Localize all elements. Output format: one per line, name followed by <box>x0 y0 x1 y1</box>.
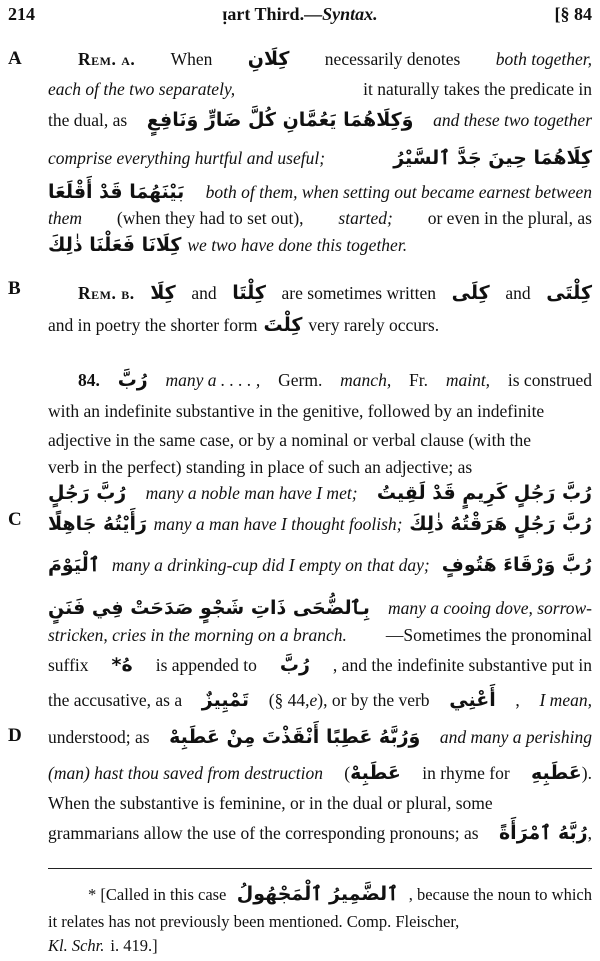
rem-a-line-6 <box>48 203 592 233</box>
text-span: comprise everything hurtful and useful; <box>48 148 326 168</box>
text-span: , <box>587 823 592 843</box>
part-title: ᴉart Third. <box>222 4 305 24</box>
arabic-text: كِلَاهُمَا حِينَ جَدَّ ٱلسَّيْرُ <box>393 147 592 169</box>
subject-title: Syntax. <box>322 4 378 24</box>
text-span: manch, <box>340 370 392 390</box>
arabic-text: عَطَبِهِ <box>531 762 582 784</box>
text-span: When <box>170 49 213 69</box>
text-span: the accusative, as a <box>48 690 183 710</box>
text-span: I mean, <box>539 690 592 710</box>
footnote-rule <box>48 868 592 869</box>
page-number: 214 <box>8 4 35 24</box>
running-header <box>8 4 592 28</box>
text-span: many a drinking-cup did I empty on that day; <box>111 555 430 575</box>
arabic-text: كِلَى <box>451 282 490 304</box>
text-span: Fr. <box>409 370 428 390</box>
rem-a-line-2 <box>48 74 592 104</box>
text-span: is appended to <box>155 655 257 675</box>
rem-a-line-7 <box>48 230 592 260</box>
text-span: suffix <box>48 655 89 675</box>
rem-b-line-2 <box>48 310 592 340</box>
text-span: both together, <box>495 49 592 69</box>
sec84-line-15 <box>48 818 592 848</box>
arabic-text: كِلْتَ <box>263 314 303 336</box>
arabic-text: وَكِلَاهُمَا يَعُمَّانِ كُلَّ ضَارٍّ وَنَافِعٍ <box>146 109 414 131</box>
sec84-line-11 <box>48 685 592 715</box>
text-span: we two have done this together. <box>187 235 408 255</box>
arabic-text: أَعْنِي <box>449 689 496 711</box>
text-span: is construed <box>507 370 592 390</box>
text-span: —Sometimes the pronominal <box>385 625 592 645</box>
sec84-line-5 <box>48 478 592 508</box>
text-span: understood; as <box>48 727 150 747</box>
text-span: and many a perishing <box>439 727 592 747</box>
title-dash: — <box>304 4 323 24</box>
section-reference: [§ 84 <box>554 4 592 24</box>
sec84-line-8 <box>48 593 592 623</box>
sec84-line-7 <box>48 550 592 580</box>
text-span: with an indefinite substantive in the genitive, followed by an indefinite <box>48 401 545 421</box>
text-span: it naturally takes the predicate in <box>363 79 592 99</box>
text-span: or even in the plural, as <box>427 208 592 228</box>
arabic-text: رُبَّ رَجُلٍ <box>48 482 127 504</box>
text-span: started; <box>338 208 393 228</box>
section-number: 84. <box>78 370 100 390</box>
arabic-text: رُبَّ <box>117 369 148 391</box>
arabic-text: كِلْتَى <box>546 282 592 304</box>
arabic-text: تَمْيِيزٌ <box>201 689 249 711</box>
text-span: are sometimes written <box>281 283 437 303</box>
sec84-line-9 <box>48 620 592 650</box>
text-span: and these two together <box>433 110 592 130</box>
sec84-line-14 <box>48 788 592 818</box>
text-span: * [Called in this case <box>88 885 227 904</box>
footnote-line-1 <box>88 880 592 909</box>
arabic-text: رُبَّ وَرْقَاءَ هَتُوفٍ <box>441 554 592 576</box>
arabic-text: رُبَّ رَجُلٍ هَرَقْتُهُ ذٰلِكَ <box>409 513 592 535</box>
text-span: in rhyme for <box>422 763 510 783</box>
arabic-text: عَطَبِهْ <box>350 762 401 784</box>
text-span: ( <box>344 763 351 783</box>
text-span: both of them, when setting out became earnest between <box>205 182 592 202</box>
text-span: , and the indefinite substantive put in <box>332 655 592 675</box>
arabic-text: رُبَّ رَجُلٍ كَرِيمٍ قَدْ لَقِيتُ <box>376 482 592 504</box>
text-span: Kl. Schr. <box>48 936 105 955</box>
text-span: (when they had to set out), <box>116 208 304 228</box>
text-span: and <box>505 283 531 303</box>
text-span: and in poetry the shorter form <box>48 315 258 335</box>
sec84-line-6 <box>48 509 592 539</box>
text-span: many a noble man have I met; <box>145 483 358 503</box>
text-span: adjective in the same case, or by a nominal or verbal clause (with the <box>48 430 532 450</box>
margin-letter-a: A <box>8 48 22 69</box>
rem-a-line-1 <box>78 44 592 74</box>
arabic-text: ٱلضَّمِيرُ ٱلْمَجْهُولُ <box>236 883 399 905</box>
arabic-text: كِلَا <box>150 282 176 304</box>
text-span: necessarily denotes <box>324 49 461 69</box>
rem-a-line-3 <box>48 105 592 135</box>
margin-letter-c: C <box>8 509 22 530</box>
text-span: ). <box>581 763 592 783</box>
sec84-line-3 <box>48 425 592 455</box>
rem-b-label: Rem. b. <box>78 283 135 303</box>
rem-b-line-1 <box>78 278 592 308</box>
text-span: each of the two separately, <box>48 79 236 99</box>
text-span: , because the noun to which <box>408 885 592 904</box>
text-span: grammarians allow the use of the corresponding pronouns; as <box>48 823 479 843</box>
arabic-text: بِٱلضُّحَى ذَاتِ شَجْوٍ صَدَحَتْ فِي فَنَنٍ <box>48 597 370 619</box>
text-span: Germ. <box>278 370 323 390</box>
text-span: it relates has not previously been mentioned. Comp. Fleischer, <box>48 912 460 931</box>
text-span: ), or by the verb <box>317 690 430 710</box>
margin-letter-b: B <box>8 278 21 299</box>
sec84-line-13 <box>48 758 592 788</box>
text-span: maint, <box>445 370 491 390</box>
arabic-text: كِلَانِ <box>247 48 290 70</box>
rem-a-label: Rem. a. <box>78 49 136 69</box>
arabic-text: رُبَّهُ ٱمْرَأَةً <box>498 822 588 844</box>
text-span: (§ 44, <box>268 690 310 710</box>
text-span: many a man have I thought foolish; <box>153 514 403 534</box>
text-span: the dual, as <box>48 110 128 130</box>
text-span: e <box>309 690 318 710</box>
text-span: many a cooing dove, sorrow- <box>388 598 592 618</box>
margin-letter-d: D <box>8 725 22 746</box>
arabic-text: وَرُبَّهُ عَطِبًا أَنْقَذْتَ مِنْ عَطَبِهْ <box>169 726 421 748</box>
rem-a-line-4 <box>48 143 592 173</box>
arabic-text: رُبَّ <box>279 654 310 676</box>
arabic-text: كِلْتَا <box>232 282 266 304</box>
sec84-line-1 <box>78 365 592 395</box>
text-span: verb in the perfect) standing in place of such an adjective; as <box>48 457 473 477</box>
text-span: , <box>515 690 520 710</box>
text-span: i. 419.] <box>110 936 158 955</box>
arabic-text: بَيْنَهُمَا قَدْ أَقْلَعَا <box>48 181 185 203</box>
text-span: very rarely occurs. <box>308 315 440 335</box>
arabic-text: رَأَيْتُهُ جَاهِلًا <box>48 513 147 535</box>
sec84-line-2 <box>48 396 592 426</box>
running-title <box>8 4 592 25</box>
sec84-line-10 <box>48 650 592 680</box>
text-span: and <box>191 283 217 303</box>
arabic-text: كِلَانَا فَعَلْنَا ذٰلِكَ <box>48 234 182 256</box>
text-span: stricken, cries in the morning on a branch. <box>48 625 347 645</box>
arabic-text: ٱلْيَوْمَ <box>48 554 100 576</box>
text-span: many a . . . . , <box>165 370 261 390</box>
text-span: (man) hast thou saved from destruction <box>48 763 323 783</box>
text-span: them <box>48 208 83 228</box>
footnote-line-3 <box>48 932 592 960</box>
text-span: When the substantive is feminine, or in the dual or plural, some <box>48 793 493 813</box>
arabic-text: هُ* <box>111 654 133 676</box>
sec84-line-12 <box>48 722 592 752</box>
